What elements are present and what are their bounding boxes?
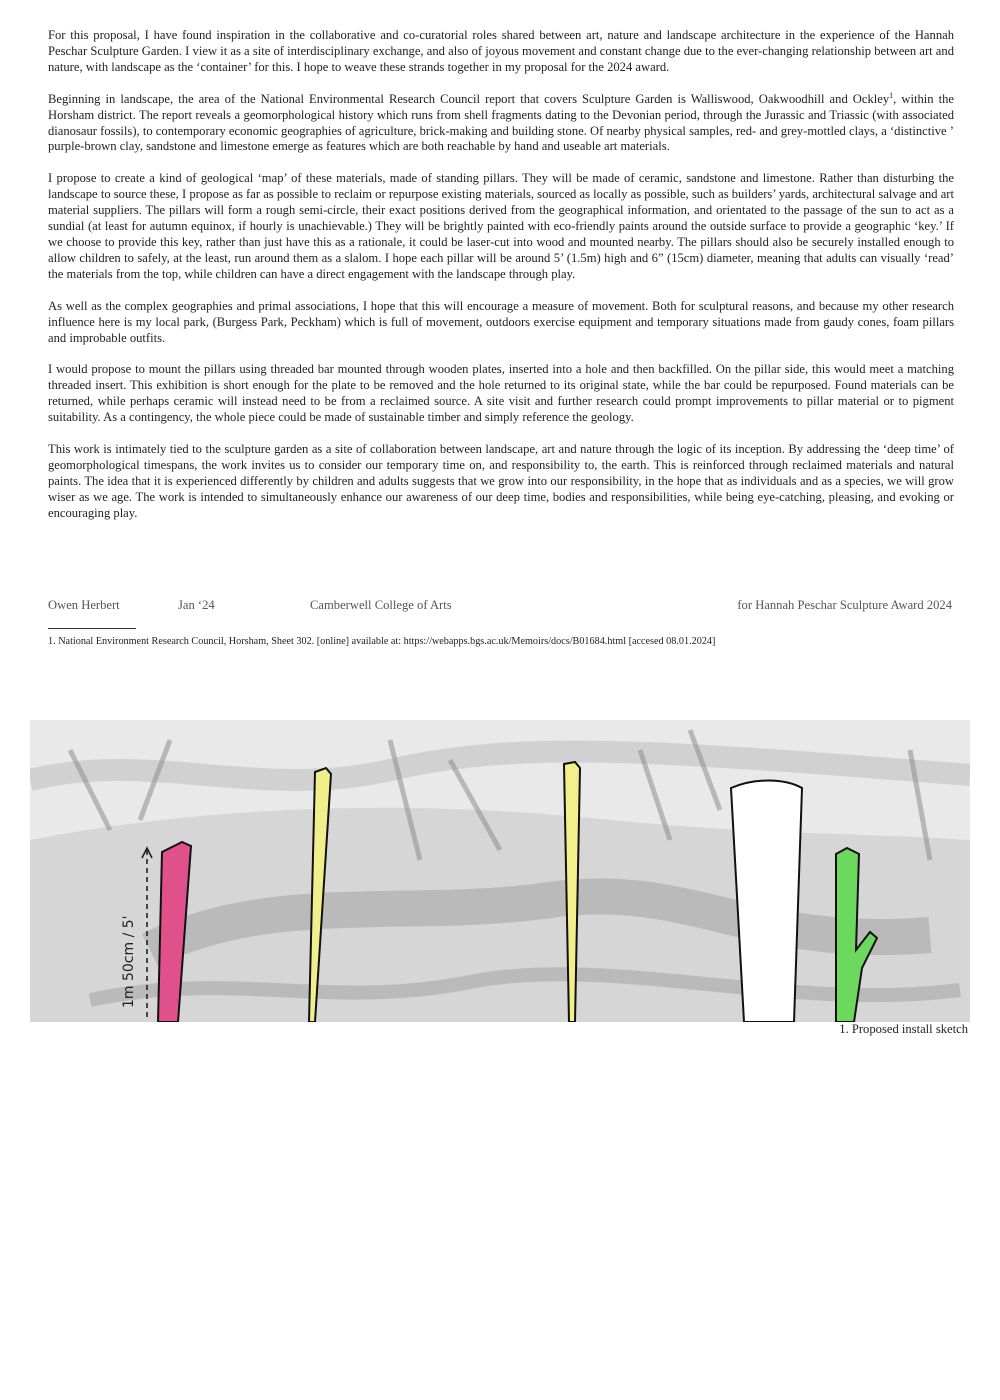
- author-name: Owen Herbert: [48, 598, 120, 612]
- footnote-marker: 1: [889, 90, 894, 100]
- paragraph-landscape-text-a: Beginning in landscape, the area of the National Environmental Research Council report that covers Sculpture Garden is Walliswood, Oakwoodhill and Ockley: [48, 91, 890, 106]
- paragraph-landscape-text-b: , within the Horsham district. The report reveals a geomorphological history which runs from shell fragments dating to the Devonian period, through the Jurassic and Triassic (with associated dianosaur fossils), to contemporary economic geographies of agriculture, brick-making and building stone. Of nearby physical samples, red- and grey-mottled clays, a ‘distinctive ’ purple-brown clay, sandstone and limestone emerge as features which are both reachable by hand and useable art materials.: [48, 91, 954, 154]
- paragraph-movement: As well as the complex geographies and primal associations, I hope that this will encourage a measure of movement. Both for sculptural reasons, and because my other research influence here is my local park, (Burgess Park, Peckham) which is full of movement, outdoors exercise equipment and temporary situations made from gaudy cones, foam pillars and improbable outfits.: [48, 298, 954, 345]
- award-name: for Hannah Peschar Sculpture Award 2024: [737, 598, 952, 612]
- institution-name: Camberwell College of Arts: [310, 598, 452, 612]
- paragraph-deep-time: This work is intimately tied to the sculpture garden as a site of collaboration between landscape, art and nature through the logic of its inception. By addressing the ‘deep time’ of geomorphological timespans, the work invites us to consider our temporary time on, and responsibility to, the earth. This is reinforced through reclaimed materials and natural paints. The idea that it is experienced differently by children and adults suggests that we grow into our responsibility, in the hope that as individuals and as a species, we will grow wiser as we age. The work is intended to simultaneously enhance our awareness of our deep time, bodies and responsibilities, while being eye-catching, pleasing, and evoking or encouraging play.: [48, 442, 954, 520]
- proposal-text: [48, 28, 954, 522]
- signature-date: Jan ‘24: [178, 598, 215, 612]
- pillar-white: [731, 781, 802, 1023]
- install-sketch: [30, 720, 970, 1022]
- footnote-divider: [48, 628, 136, 629]
- sketch-illustration: [30, 720, 970, 1022]
- footnote: 1. National Environment Research Council, Horsham, Sheet 302. [online] available at: https://webapps.bgs.ac.uk/Memoirs/docs/B01684.html [accesed 08.01.2024]: [48, 636, 716, 647]
- sketch-caption: 1. Proposed install sketch: [839, 1022, 968, 1036]
- paragraph-installation: I would propose to mount the pillars using threaded bar mounted through wooden plates, inserted into a hole and then backfilled. On the pillar side, this would meet a matching threaded insert. This exhibition is short enough for the plate to be removed and the hole returned to its original state, while the bar could be repurposed. Found materials can be returned, while perhaps ceramic will instead need to be from a reclaimed source. A site visit and further research could prompt improvements to pillar material or to pigment suitability. As a contingency, the whole piece could be made of sustainable timber and simply reference the geology.: [48, 362, 954, 425]
- measurement-label: 1m 50cm / 5': [121, 915, 137, 1008]
- paragraph-landscape: [48, 92, 954, 156]
- paragraph-inspiration: For this proposal, I have found inspiration in the collaborative and co-curatorial roles shared between art, nature and landscape architecture in the experience of the Hannah Peschar Sculpture Garden. I view it as a site of interdisciplinary exchange, and also of joyous movement and constant change due to the ever-changing relationship between art and nature, with landscape as the ‘container’ for this. I hope to weave these strands together in my proposal for the 2024 award.: [48, 28, 954, 74]
- paragraph-geological-map: I propose to create a kind of geological ‘map’ of these materials, made of standing pillars. They will be made of ceramic, sandstone and limestone. Rather than disturbing the landscape to source these, I propose as far as possible to reclaim or repurpose existing materials, sourced as locally as possible, such as builders’ yards, architectural salvage and art material suppliers. The pillars will form a rough semi-circle, their exact positions derived from the geographical information, and orientated to the passage of the sun to act as a sundial (at least for autumn equinox, if hourly is unachievable.) They will be brightly painted with eco-friendly paints around the outside surface to provide a geographic ‘key.’ If we choose to provide this key, rather than just have this as a rationale, it could be laser-cut into wood and mounted nearby. The pillars should also be securely installed enough to allow children to safely, at the least, run around them as a slalom. I hope each pillar will be around 5’ (1.5m) high and 6” (15cm) diameter, meaning that adults can visually ‘read’ the materials from the top, while children can have a direct engagement with the landscape through play.: [48, 171, 954, 281]
